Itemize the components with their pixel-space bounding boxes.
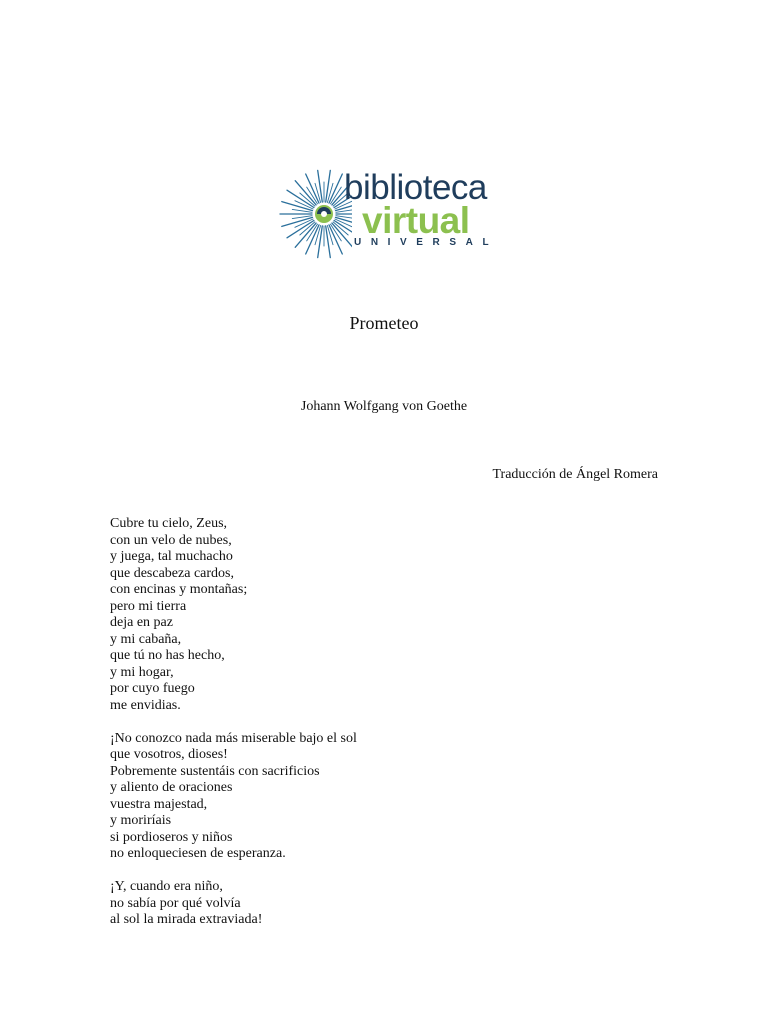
sunburst-logo-icon: [262, 168, 352, 264]
poem-body: [110, 516, 670, 945]
biblioteca-virtual-logo: [262, 168, 508, 264]
poem-verse: y juega, tal muchacho: [110, 549, 233, 564]
logo-ray: [336, 217, 353, 226]
poem-verse: por cuyo fuego: [110, 681, 195, 696]
poem-verse: que vosotros, dioses!: [110, 747, 228, 762]
poem-stanza: [110, 879, 670, 929]
logo-ray: [318, 226, 323, 258]
logo-text-biblioteca: biblioteca: [344, 168, 487, 207]
poem-verse: Cubre tu cielo, Zeus,: [110, 516, 228, 531]
logo-text-universal: UNIVERSAL: [354, 237, 499, 248]
poem-verse: deja en paz: [110, 615, 173, 630]
poem-verse: que descabeza cardos,: [110, 565, 234, 581]
document-author: Johann Wolfgang von Goethe: [300, 399, 468, 414]
poem-verse: con encinas y montañas;: [110, 582, 248, 597]
poem-stanza: [110, 516, 670, 714]
logo-ray: [295, 181, 316, 205]
logo-ray: [326, 226, 331, 258]
poem-verse: Pobremente sustentáis con sacrificios: [110, 763, 320, 779]
document-title: Prometeo: [349, 313, 419, 333]
logo-ray: [332, 223, 352, 247]
logo-ray: [326, 170, 331, 202]
poem-verse: y aliento de oraciones: [110, 780, 233, 795]
poem-verse: no enloqueciesen de esperanza.: [110, 846, 286, 861]
logo-ray: [318, 170, 323, 202]
poem-verse: no sabía por qué volvía: [110, 895, 241, 911]
poem-verse: y mi hogar,: [110, 664, 174, 680]
poem-verse: y moriríais: [110, 813, 172, 828]
logo-text-virtual: virtual: [362, 200, 470, 241]
poem-verse: vuestra majestad,: [110, 796, 208, 812]
poem-verse: ¡No conozco nada más miserable bajo el sol: [110, 730, 357, 746]
poem-verse: y mi cabaña,: [110, 631, 182, 647]
translator-credit: Traducción de Ángel Romera: [492, 467, 658, 482]
poem-verse: al sol la mirada extraviada!: [110, 912, 263, 927]
poem-verse: si pordioseros y niños: [110, 829, 233, 845]
poem-verse: con un velo de nubes,: [110, 532, 232, 548]
logo-ray: [295, 223, 316, 247]
poem-verse: ¡Y, cuando era niño,: [110, 879, 223, 894]
poem-verse: que tú no has hecho,: [110, 648, 225, 663]
poem-verse: pero mi tierra: [110, 598, 187, 614]
poem-stanza: [110, 731, 670, 863]
poem-verse: me envidias.: [110, 697, 181, 713]
